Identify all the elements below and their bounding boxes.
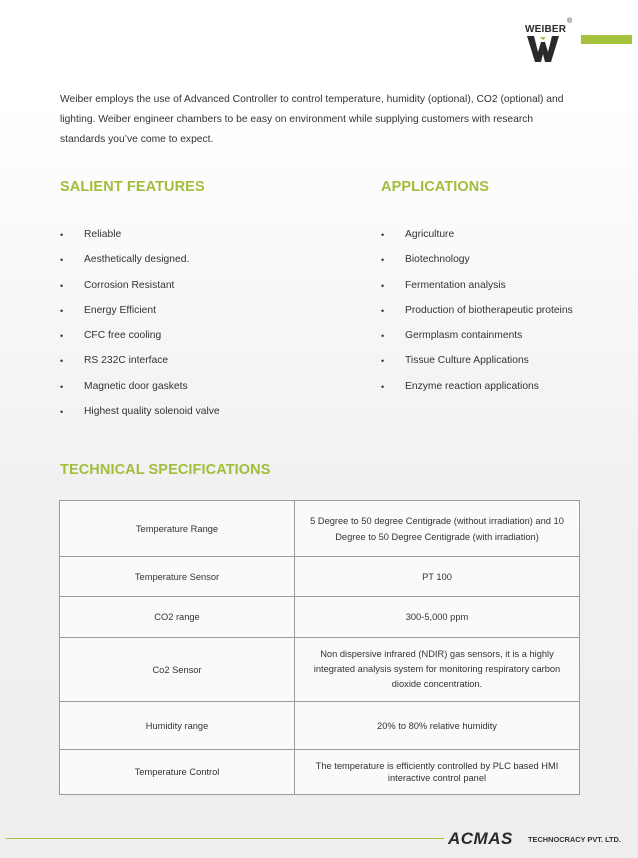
- spec-label: CO2 range: [60, 597, 295, 638]
- list-item-text: Corrosion Resistant: [84, 279, 175, 291]
- bullet-icon: •: [381, 305, 385, 316]
- list-item-text: Enzyme reaction applications: [405, 380, 539, 392]
- list-item-text: Production of biotherapeutic proteins: [405, 304, 573, 316]
- list-item: [60, 279, 360, 304]
- spec-value: The temperature is efficiently controlled by PLC based HMI interactive control panel: [295, 750, 580, 795]
- bullet-icon: •: [60, 255, 64, 266]
- list-item: [60, 405, 360, 430]
- list-item: [381, 380, 621, 405]
- table-row: [60, 750, 580, 795]
- table-row: [60, 702, 580, 750]
- list-item-text: Tissue Culture Applications: [405, 355, 529, 367]
- footer-accent-line: [6, 838, 444, 839]
- list-item: [381, 354, 621, 379]
- spec-label: Temperature Control: [60, 750, 295, 795]
- list-item: [60, 329, 360, 354]
- spec-value: PT 100: [295, 557, 580, 597]
- acmas-wordmark: ACMAS: [448, 829, 513, 847]
- table-row: [60, 557, 580, 597]
- salient-features-list: [60, 228, 360, 430]
- list-item: [381, 329, 621, 354]
- applications-heading: APPLICATIONS: [381, 179, 490, 195]
- list-item: [381, 279, 621, 304]
- header-accent-bar: [581, 35, 632, 44]
- bullet-icon: •: [60, 381, 64, 392]
- list-item-text: RS 232C interface: [84, 355, 169, 367]
- bullet-icon: •: [381, 381, 385, 392]
- list-item: [60, 304, 360, 329]
- bullet-icon: •: [60, 356, 64, 367]
- list-item-text: Magnetic door gaskets: [84, 380, 188, 392]
- table-row: [60, 638, 580, 702]
- list-item-text: Agriculture: [405, 229, 455, 240]
- list-item-text: Highest quality solenoid valve: [84, 406, 220, 418]
- list-item-text: Reliable: [84, 229, 122, 240]
- bullet-icon: •: [60, 407, 64, 418]
- bullet-icon: •: [60, 230, 64, 240]
- bullet-icon: •: [381, 280, 385, 291]
- list-item: [60, 354, 360, 379]
- bullet-icon: •: [381, 230, 385, 240]
- table-row: [60, 501, 580, 557]
- list-item: [381, 253, 621, 278]
- list-item: [60, 228, 360, 253]
- list-item-text: Aesthetically designed.: [84, 254, 190, 266]
- bullet-icon: •: [60, 280, 64, 291]
- acmas-logo: [448, 829, 524, 847]
- spec-label: Temperature Sensor: [60, 557, 295, 597]
- list-item-text: CFC free cooling: [84, 330, 162, 342]
- applications-list: [381, 228, 621, 405]
- spec-value: Non dispersive infrared (NDIR) gas sensors, it is a highly integrated analysis system for monitoring respiratory carbon dioxide concentration.: [295, 638, 580, 702]
- list-item: [381, 304, 621, 329]
- salient-features-heading: SALIENT FEATURES: [60, 179, 205, 195]
- spec-value: 20% to 80% relative humidity: [295, 702, 580, 750]
- table-row: [60, 597, 580, 638]
- registered-mark: ®: [567, 18, 573, 25]
- list-item-text: Fermentation analysis: [405, 279, 506, 291]
- logo-wordmark: WEIBER: [525, 24, 567, 35]
- acmas-tagline: TECHNOCRACY PVT. LTD.: [528, 835, 621, 844]
- spec-label: Humidity range: [60, 702, 295, 750]
- spec-value: 5 Degree to 50 degree Centigrade (without irradiation) and 10 Degree to 50 Degree Centigrade (with irradiation): [295, 501, 580, 557]
- bullet-icon: •: [381, 356, 385, 367]
- list-item: [60, 380, 360, 405]
- bullet-icon: •: [381, 331, 385, 342]
- list-item-text: Germplasm containments: [405, 330, 523, 342]
- list-item-text: Biotechnology: [405, 254, 470, 266]
- technical-specifications-heading: TECHNICAL SPECIFICATIONS: [60, 462, 271, 478]
- bullet-icon: •: [60, 305, 64, 316]
- bullet-icon: •: [60, 331, 64, 342]
- bullet-icon: •: [381, 255, 385, 266]
- list-item: [381, 228, 621, 253]
- spec-value: 300-5,000 ppm: [295, 597, 580, 638]
- weiber-logo: [521, 18, 579, 64]
- spec-label: Temperature Range: [60, 501, 295, 557]
- spec-label: Co2 Sensor: [60, 638, 295, 702]
- specifications-table: [59, 500, 580, 795]
- intro-paragraph: Weiber employs the use of Advanced Controller to control temperature, humidity (optional), CO2 (optional) and lighting. Weiber engineer chambers to be easy on environment while supplying customers with research standards you’ve come to expect.: [60, 94, 564, 145]
- list-item: [60, 253, 360, 278]
- list-item-text: Energy Efficient: [84, 304, 156, 316]
- weiber-w-emblem-icon: [527, 36, 563, 62]
